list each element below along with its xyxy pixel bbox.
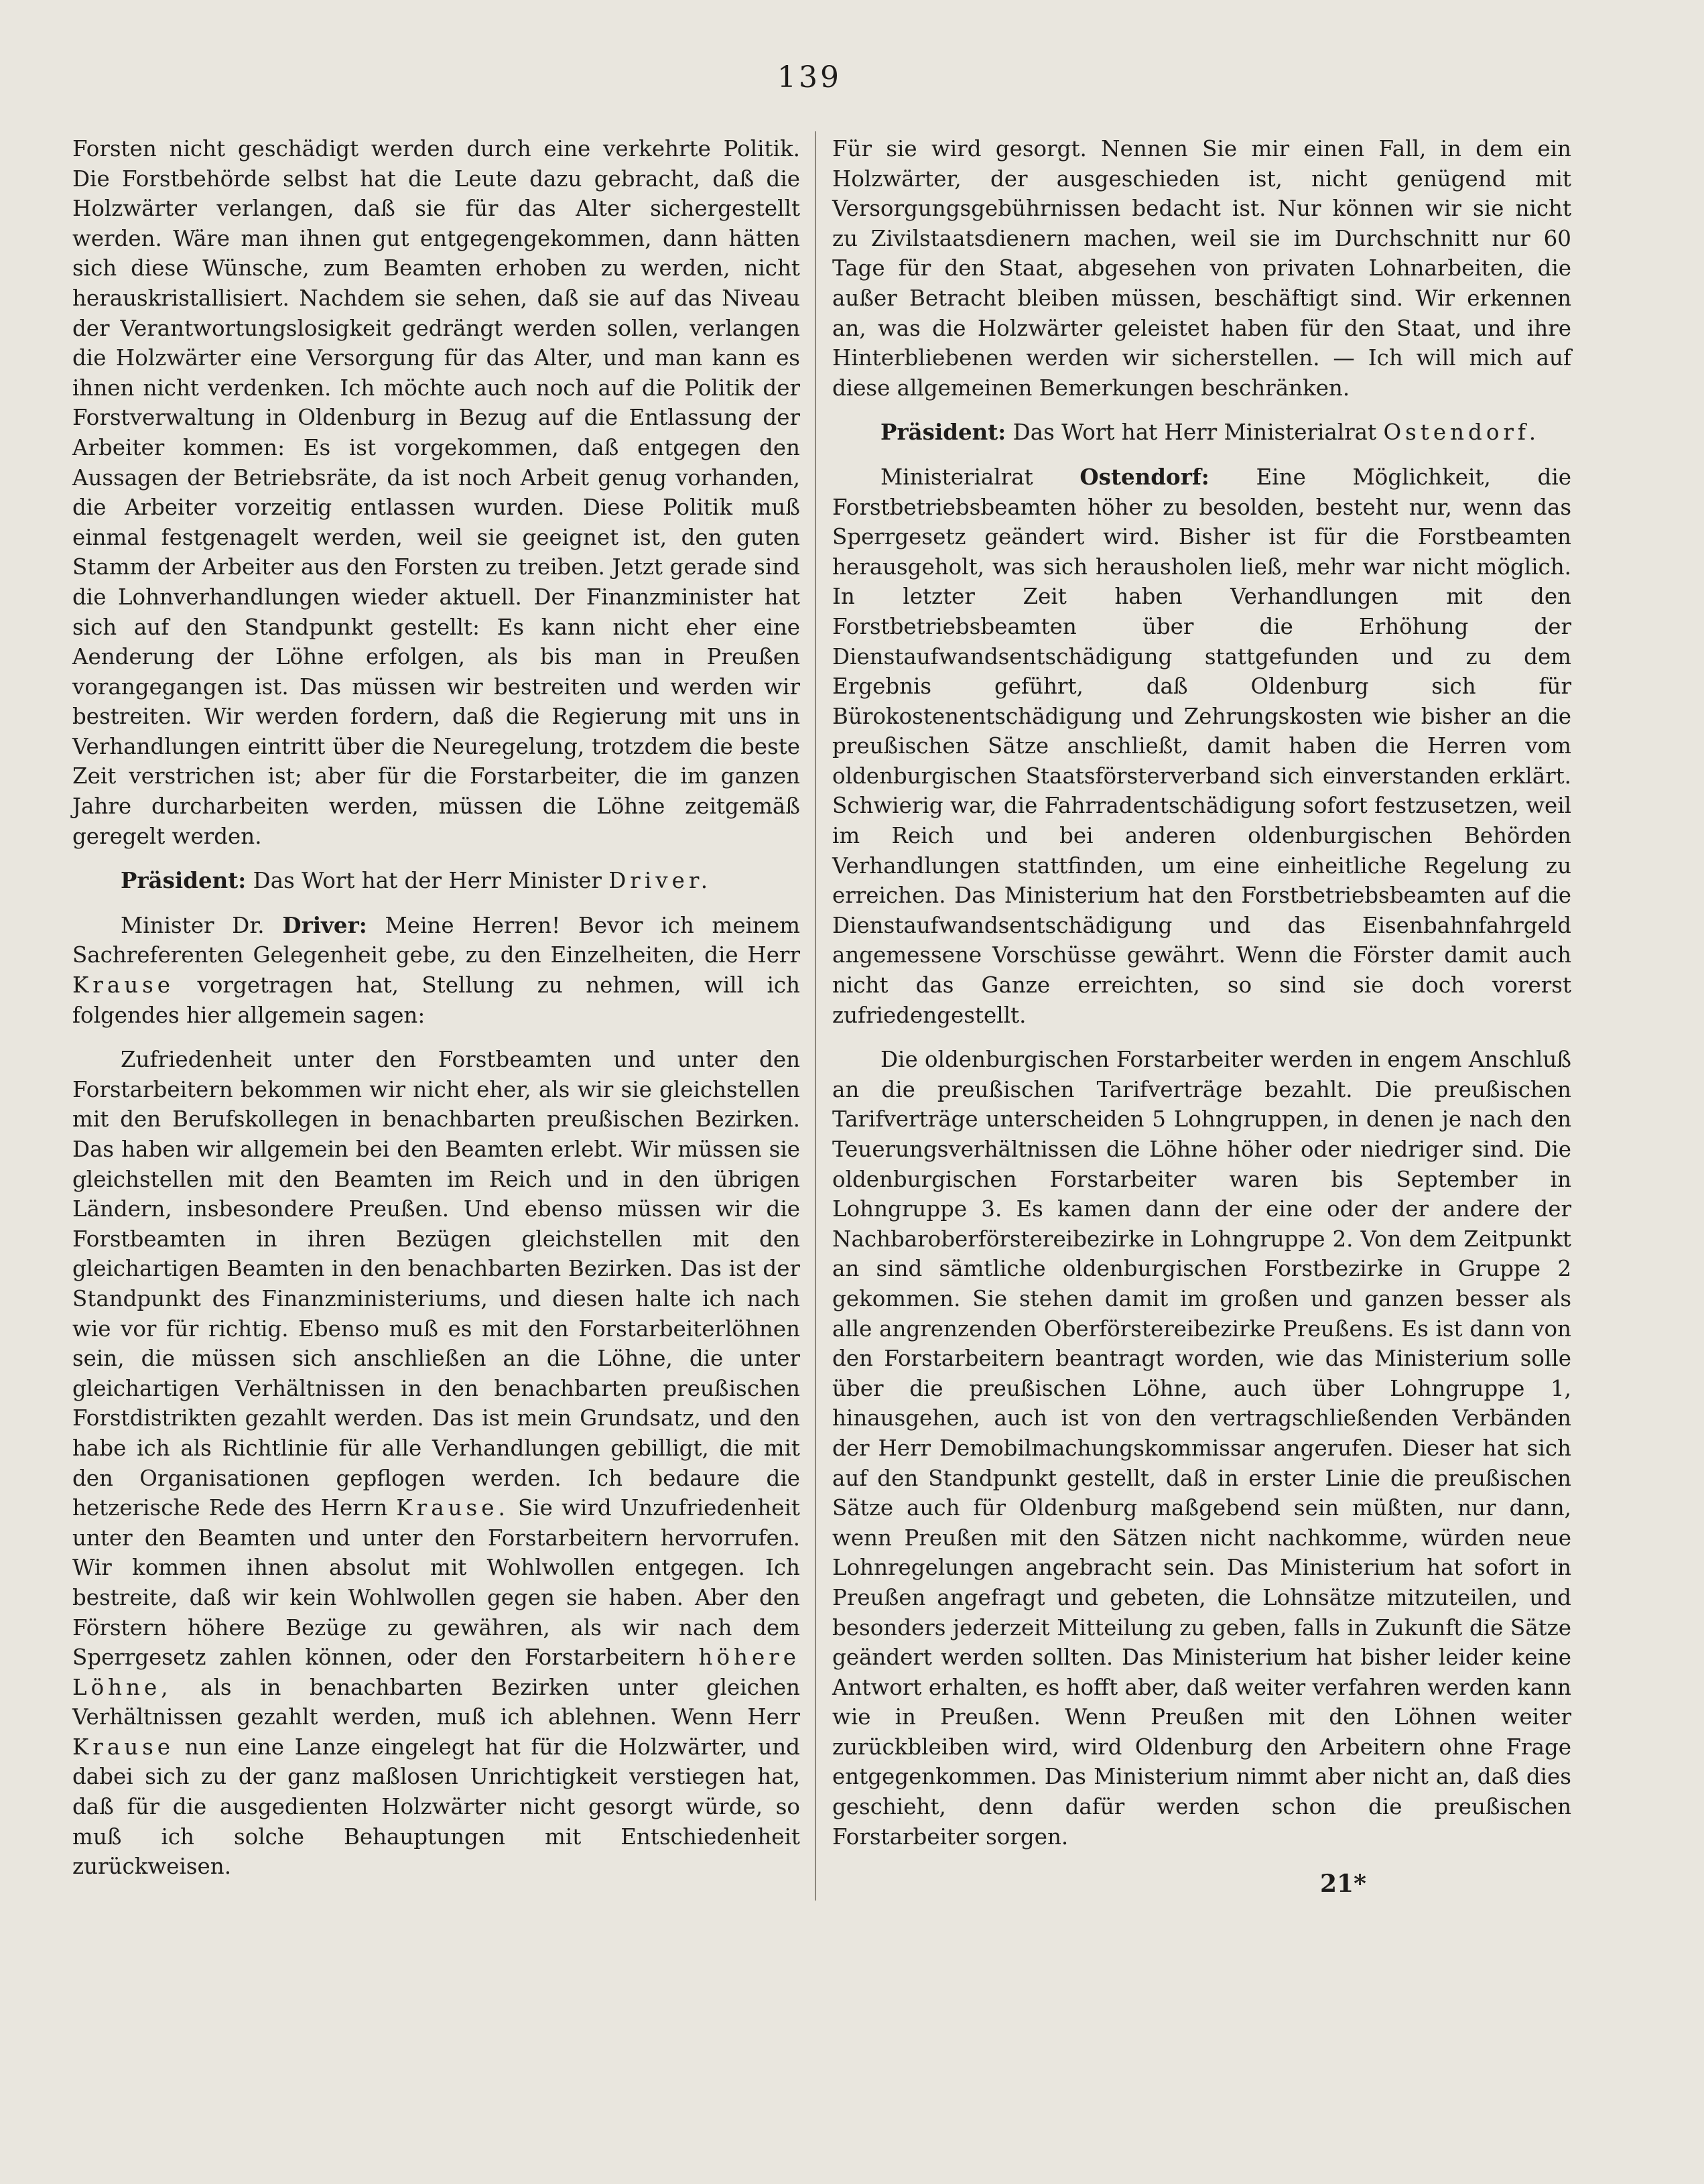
speaker-praesident: Präsident:	[880, 419, 1006, 446]
paragraph-text: als in benachbarten Bezirken unter gleichen Verhältnissen gezahlt werden, muß ich ablehnen. Wenn Herr	[72, 1674, 800, 1730]
paragraph-text: Meine Herren! Bevor ich meinem Sachreferenten Gelegenheit gebe, zu den Einzelheiten, die Herr	[72, 912, 800, 968]
right-paragraph-4: Die oldenburgischen Forstarbeiter werden in engem Anschluß an die preußischen Tarifverträge bezahlt. Die preußischen Tarifverträge unterscheiden 5 Lohngruppen, in denen je nach den Teuerungsverhältnissen die Löhne höher oder niedriger sind. Die oldenburgischen Forstarbeiter waren bis September in Lohngruppe 3. Es kamen dann der eine oder der andere der Nachbaroberförstereibezirke in Lohngruppe 2. Von dem Zeitpunkt an sind sämtliche oldenburgischen Forstbezirke in Gruppe 2 gekommen. Sie stehen damit im großen und ganzen besser als alle angrenzenden Oberförstereibezirke Preußens. Es ist dann von den Forstarbeitern beantragt worden, wie das Ministerium solle über die preußischen Löhne, auch über Lohngruppe 1, hinausgehen, auch ist von den vertragschließenden Verbänden der Herr Demobilmachungskommissar angerufen. Dieser hat sich auf den Standpunkt gestellt, daß in erster Linie die preußischen Sätze auch für Oldenburg maßgebend sein müßten, nur dann, wenn Preußen mit den Sätzen nicht nachkomme, würden neue Lohnregelungen angebracht sein. Das Ministerium hat sofort in Preußen angefragt und gebeten, die Lohnsätze mitzuteilen, und besonders jederzeit Mitteilung zu geben, falls in Zukunft die Sätze geändert werden sollten. Das Ministerium hat bisher leider keine Antwort erhalten, es hofft aber, daß weiter verfahren werden kann wie in Preußen. Wenn Preußen mit den Löhnen weiter zurückbleiben wird, wird Oldenburg den Arbeitern ohne Frage entgegenkommen. Das Ministerium nimmt aber nicht an, daß dies geschieht, denn dafür werden schon die preußischen Forstarbeiter sorgen.	[832, 1047, 1571, 1850]
right-paragraph-2	[832, 417, 1571, 448]
speaker-intro: Minister Dr.	[121, 912, 265, 938]
column-divider	[815, 131, 816, 1901]
page-number: 139	[777, 60, 842, 94]
right-paragraph-1: Für sie wird gesorgt. Nennen Sie mir einen Fall, in dem ein Holzwärter, der ausgeschieden ist, nicht genügend mit Versorgungsgebührnissen bedacht ist. Nur können wir sie nicht zu Zivilstaatsdienern machen, weil sie im Durchschnitt nur 60 Tage für den Staat, abgesehen von privaten Lohnarbeiten, die außer Betracht bleiben müssen, beschäftigt sind. Wir erkennen an, was die Holzwärter geleistet haben für den Staat, und ihre Hinterbliebenen werden wir sicherstellen. — Ich will mich auf diese allgemeinen Bemerkungen beschränken.	[832, 136, 1571, 401]
signature-mark: 21*	[1320, 1870, 1366, 1898]
left-paragraph-4	[72, 1045, 800, 1882]
name-krause: Krause	[72, 972, 175, 999]
paragraph-text: Eine Möglichkeit, die Forstbetriebsbeamten höher zu besolden, besteht nur, wenn das Sperrgesetz geändert wird. Bisher ist für die Forstbeamten herausgeholt, was sich herausholen ließ, mehr war nicht möglich. In letzter Zeit haben Verhandlungen mit den Forstbetriebsbeamten über die Erhöhung der Dienstaufwandsentschädigung stattgefunden und zu dem Ergebnis geführt, daß Oldenburg sich für Bürokostenentschädigung und Zehrungskosten wie bisher an die preußischen Sätze anschließt, damit haben die Herren vom oldenburgischen Staatsförsterverband sich einverstanden erklärt. Schwierig war, die Fahrradentschädigung sofort festzusetzen, weil im Reich und bei anderen oldenburgischen Behörden Verhandlungen stattfinden, um eine einheitliche Regelung zu erreichen. Das Ministerium hat den Forstbetriebsbeamten auf die Dienstaufwandsentschädigung und das Eisenbahnfahrgeld angemessene Vorschüsse gewährt. Wenn die Förster damit auch nicht das Ganze erreichten, so sind sie doch vorerst zufriedengestellt.	[832, 464, 1571, 1028]
paragraph-text: Zufriedenheit unter den Forstbeamten und unter den Forstarbeitern bekommen wir nicht eher, als wir sie gleichstellen mit den Berufskollegen in benachbarten preußischen Bezirken. Das haben wir allgemein bei den Beamten erlebt. Wir müssen sie gleichstellen mit den Beamten im Reich und in den übrigen Ländern, insbesondere Preußen. Und ebenso müssen wir die Forstbeamten in ihren Bezügen gleichstellen mit den gleichartigen Beamten in den benachbarten Bezirken. Das ist der Standpunkt des Finanzministeriums, und diesen halte ich nach wie vor für richtig. Ebenso muß es mit den Forstarbeiterlöhnen sein, die müssen sich anschließen an die Löhne, die unter gleichartigen Verhältnissen in den benachbarten preußischen Forstdistrikten gezahlt werden. Das ist mein Grundsatz, und den habe ich als Richtlinie für alle Verhandlungen gebilligt, die mit den Organisationen gepflogen werden. Ich bedaure die hetzerische Rede des Herrn	[72, 1047, 800, 1521]
left-paragraph-3	[72, 911, 800, 1030]
speaker-praesident: Präsident:	[121, 867, 247, 894]
name-driver: Driver.	[608, 868, 712, 894]
right-column	[832, 134, 1571, 1866]
paragraph-text: Das Wort hat Herr Ministerialrat	[1012, 420, 1377, 446]
name-krause: Krause.	[396, 1495, 509, 1521]
speaker-intro: Ministerialrat	[880, 464, 1033, 490]
left-paragraph-1: Forsten nicht geschädigt werden durch eine verkehrte Politik. Die Forstbehörde selbst hat die Leute dazu gebracht, daß die Holzwärter verlangen, daß sie für das Alter sichergestellt werden. Wäre man ihnen gut entgegengekommen, dann hätten sich diese Wünsche, zum Beamten erhoben zu werden, nicht herauskristallisiert. Nachdem sie sehen, daß sie auf das Niveau der Verantwortungslosigkeit gedrängt werden sollen, verlangen die Holzwärter eine Versorgung für das Alter, und man kann es ihnen nicht verdenken. Ich möchte auch noch auf die Politik der Forstverwaltung in Oldenburg in Bezug auf die Entlassung der Arbeiter kommen: Es ist vorgekommen, daß entgegen den Aussagen der Betriebsräte, da ist noch Arbeit genug vorhanden, die Arbeiter vorzeitig entlassen wurden. Diese Politik muß einmal festgenagelt werden, weil sie geeignet ist, den guten Stamm der Arbeiter aus den Forsten zu treiben. Jetzt gerade sind die Lohnverhandlungen wieder aktuell. Der Finanzminister hat sich auf den Standpunkt gestellt: Es kann nicht eher eine Aenderung der Löhne erfolgen, als bis man in Preußen vorangegangen ist. Das müssen wir bestreiten und werden wir bestreiten. Wir werden fordern, daß die Regierung mit uns in Verhandlungen eintritt über die Neuregelung, trotzdem die beste Zeit verstrichen ist; aber für die Forstarbeiter, die im ganzen Jahre durcharbeiten werden, müssen die Löhne zeitgemäß geregelt werden.	[72, 136, 800, 849]
speaker-driver: Driver:	[282, 911, 367, 938]
left-paragraph-2	[72, 866, 800, 896]
paragraph-text: vorgetragen hat, Stellung zu nehmen, will ich folgendes hier allgemein sagen:	[72, 972, 800, 1028]
paragraph-text: Das Wort hat der Herr Minister	[253, 868, 602, 894]
left-column	[72, 134, 800, 1897]
name-ostendorf: Ostendorf.	[1383, 420, 1541, 446]
name-krause: Krause	[72, 1734, 175, 1760]
right-paragraph-3	[832, 462, 1571, 1030]
paragraph-text: nun eine Lanze eingelegt hat für die Holzwärter, und dabei sich zu der ganz maßlosen Unrichtigkeit verstiegen hat, daß für die ausgedienten Holzwärter nicht gesorgt würde, so muß ich solche Behauptungen mit Entschiedenheit zurückweisen.	[72, 1734, 800, 1880]
emphasis-hoehere-loehne: höhere Löhne,	[72, 1645, 800, 1700]
paragraph-text: Sie wird Unzufriedenheit unter den Beamten und unter den Forstarbeitern hervorrufen. Wir kommen ihnen absolut mit Wohlwollen entgegen. Ich bestreite, daß wir kein Wohlwollen gegen sie haben. Aber den Förstern höhere Bezüge zu gewähren, als wir nach dem Sperrgesetz zahlen können, oder den Forstarbeitern	[72, 1495, 800, 1671]
speaker-ostendorf: Ostendorf:	[1079, 463, 1209, 490]
